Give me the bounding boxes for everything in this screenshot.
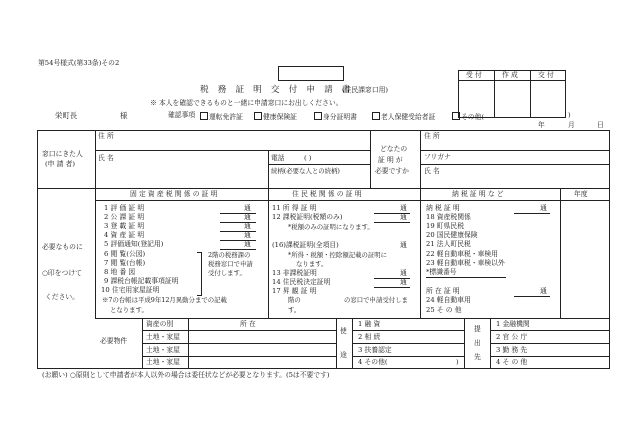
subject-address-label[interactable]: 住 所 [424,132,440,140]
fixed-item-4[interactable]: 4 資 産 証 明 [104,231,145,239]
needs-label-1: 必要なものに [42,243,83,251]
usage-item-1[interactable]: 1 融 資 [358,320,381,328]
checkbox-icon [200,112,208,120]
form-number: 第54号様式(第33条)その2 [38,59,120,67]
stamp-col-create: 作 成 [502,71,518,79]
fixed-item-2-unit: 通 [244,213,251,221]
resident-item-14-unit: 通 [400,278,407,286]
submit-label-1: 提 [474,325,481,333]
fixed-item-1-unit: 通 [244,204,251,212]
applicant-relation-label[interactable]: 続柄(必要な人との続柄) [271,167,340,175]
documents-col-type: 資産の別 [146,320,174,328]
confirm-item-other[interactable]: その他( [452,112,484,121]
resident-item-17-floor: 階の [288,296,301,304]
fixed-item-8[interactable]: 8 地 番 図 [104,268,136,276]
confirm-item-insurance[interactable]: 健康保険証 [254,112,297,121]
date-day: 日 [597,121,604,129]
fixed-item-3-unit: 通 [244,222,251,230]
resident-item-17-end: す。 [288,306,301,314]
fixed-item-1[interactable]: 1 評 価 証 明 [104,204,145,212]
tax-item-25[interactable]: 25 そ の 他 [426,306,462,314]
fixed-item-3[interactable]: 3 登 載 証 明 [104,222,145,230]
needs-label-3: ください。 [45,293,79,301]
submit-item-4[interactable]: 4 そ の 他 [496,358,528,366]
resident-item-13[interactable]: 13 非課税証明 [272,269,317,277]
tax-item-20[interactable]: 20 国民健康保険 [426,231,478,239]
fixed-item-2[interactable]: 2 公 課 証 明 [104,213,145,221]
resident-item-11-unit: 通 [400,204,407,212]
usage-item-4[interactable]: 4 その他( [358,358,388,366]
checkbox-icon [254,112,262,120]
resident-item-16-note-1: *所得・税額・控除額記載の証明に [288,251,388,259]
tax-item-22[interactable]: 22 軽自動車税・車検用 [426,250,498,258]
tax-item-21[interactable]: 21 法人町民税 [426,240,471,248]
resident-item-14[interactable]: 14 住民税決定証明 [272,278,331,286]
tax-shozai-unit: 通 [540,287,547,295]
subject-kana-label[interactable]: フリガナ [424,153,451,161]
resident-item-17[interactable]: 17 昇 観 証 明 [272,287,317,295]
documents-row-3[interactable]: 土地・家屋 [146,358,180,366]
fixed-side-note-3: 受付します。 [208,269,246,277]
honorific: 様 [120,111,128,120]
tax-stamp-no[interactable]: *標識番号 [426,268,457,276]
page-title: 税 務 証 明 交 付 申 請 書 [200,85,354,95]
submit-item-3[interactable]: 3 勤 務 先 [496,346,528,354]
needs-label-2: ○印をつけて [42,269,82,277]
fixed-item-4-unit: 通 [244,231,251,239]
fixed-side-note-2: 税務窓口で申請 [208,260,253,268]
tax-shozai[interactable]: 所 在 証 明 [426,287,460,295]
resident-item-16-note-2: なります。 [296,260,328,268]
usage-label-2: 途 [340,351,347,359]
confirm-item-license[interactable]: 運転免許証 [200,112,243,121]
fixed-footnote-2: となります。 [110,306,148,314]
usage-close-paren: ) [456,358,459,366]
resident-item-12[interactable]: 12 課税証明(税額のみ) [272,213,343,221]
applicant-label-2: (申 請 者) [45,160,76,168]
id-note: ※ 本人を確認できるものと一緒に申請窓口にお出しください。 [150,99,343,107]
reception-number-box[interactable] [278,66,344,81]
submit-label-3: 先 [474,353,481,361]
confirm-item-id[interactable]: 身分証明書 [314,112,357,121]
applicant-label-1: 窓口にきた人 [42,150,83,158]
resident-item-12-note: *税額のみの証明になります。 [288,223,374,231]
checkbox-icon [452,112,460,120]
resident-item-11[interactable]: 11 所 得 証 明 [272,204,317,212]
documents-col-location: 所 在 [240,320,256,328]
applicant-address-label[interactable]: 住 所 [98,132,114,140]
fixed-item-7[interactable]: 7 閲 覧(台帳) [104,259,146,267]
section-fixed-asset: 固 定 資 産 税 関 係 の 証 明 [130,190,218,198]
submit-item-1[interactable]: 1 金融機関 [496,320,530,328]
stamp-col-issue: 交 付 [538,71,554,79]
resident-item-13-unit: 通 [400,269,407,277]
stamp-col-receive: 受 付 [466,71,482,79]
fixed-item-9[interactable]: 9 課税台帳記載事項証明 [104,277,179,285]
fixed-item-10[interactable]: 10 住宅用家屋証明 [101,286,160,294]
date-month: 月 [568,121,575,129]
resident-item-16-unit: 通 [400,241,407,249]
section-tax-payment: 納 税 証 明 な ど [452,190,504,198]
who-label-3: 必要ですか [375,167,409,175]
checkbox-icon [314,112,322,120]
usage-item-3[interactable]: 3 扶養認定 [358,346,392,354]
subject-name-label[interactable]: 氏 名 [424,167,440,175]
section-year-label: 年度 [574,190,588,198]
fixed-item-5-unit: 通 [244,240,251,248]
applicant-phone-label[interactable]: 電話 [271,154,285,162]
applicant-name-label[interactable]: 氏 名 [98,154,114,162]
submit-item-2[interactable]: 2 官 公 庁 [496,333,528,341]
fixed-item-5[interactable]: 5 評価通知(登記用) [104,240,164,248]
resident-item-12-unit: 通 [400,213,407,221]
resident-item-16[interactable]: (16)課税証明(全項目) [272,241,339,249]
tax-item-24[interactable]: 24 軽自動車用 [426,296,471,304]
tax-nozei-unit: 通 [540,204,547,212]
fixed-footnote-1: ※7の台帳は平成9年12月異動分までの記載 [102,296,227,304]
section-resident: 住 民 税 関 係 の 証 明 [292,190,362,198]
tax-item-19[interactable]: 19 町県民税 [426,222,464,230]
resident-item-17-window: の窓口で申請受付しま [344,296,408,304]
usage-item-2[interactable]: 2 相 続 [358,333,381,341]
documents-row-1[interactable]: 土地・家屋 [146,333,180,341]
submit-label-2: 出 [474,339,481,347]
checkbox-icon [372,112,380,120]
tax-item-18[interactable]: 18 資産税関係 [426,213,471,221]
documents-row-2[interactable]: 土地・家屋 [146,346,180,354]
tax-item-23[interactable]: 23 軽自動車税・車検以外 [426,259,505,267]
confirm-item-elderly[interactable]: 老人保健受給者証 [372,112,435,121]
who-label-2: 証 明 が [378,156,403,164]
who-label-1: どなたの [380,145,408,153]
documents-label: 必要物件 [100,337,128,345]
confirm-close-paren: ) [568,111,571,119]
confirm-label: 確認事項 [168,111,196,119]
fixed-item-6[interactable]: 6 閲 覧(公図) [104,250,146,258]
footer-note: (お願い) ○原則として申請者が本人以外の場合は委任状などが必要となります。(5は不要です) [42,371,330,379]
applicant-phone-paren: ( ) [304,154,312,162]
addressee: 栄町長 [55,111,78,120]
date-year: 年 [538,121,545,129]
tax-nozei[interactable]: 納 税 証 明 [426,204,460,212]
page-title-sub: (住民課窓口用) [342,86,389,94]
fixed-side-note-1: 2階の税務課の [208,251,251,259]
usage-label-1: 使 [340,327,347,335]
